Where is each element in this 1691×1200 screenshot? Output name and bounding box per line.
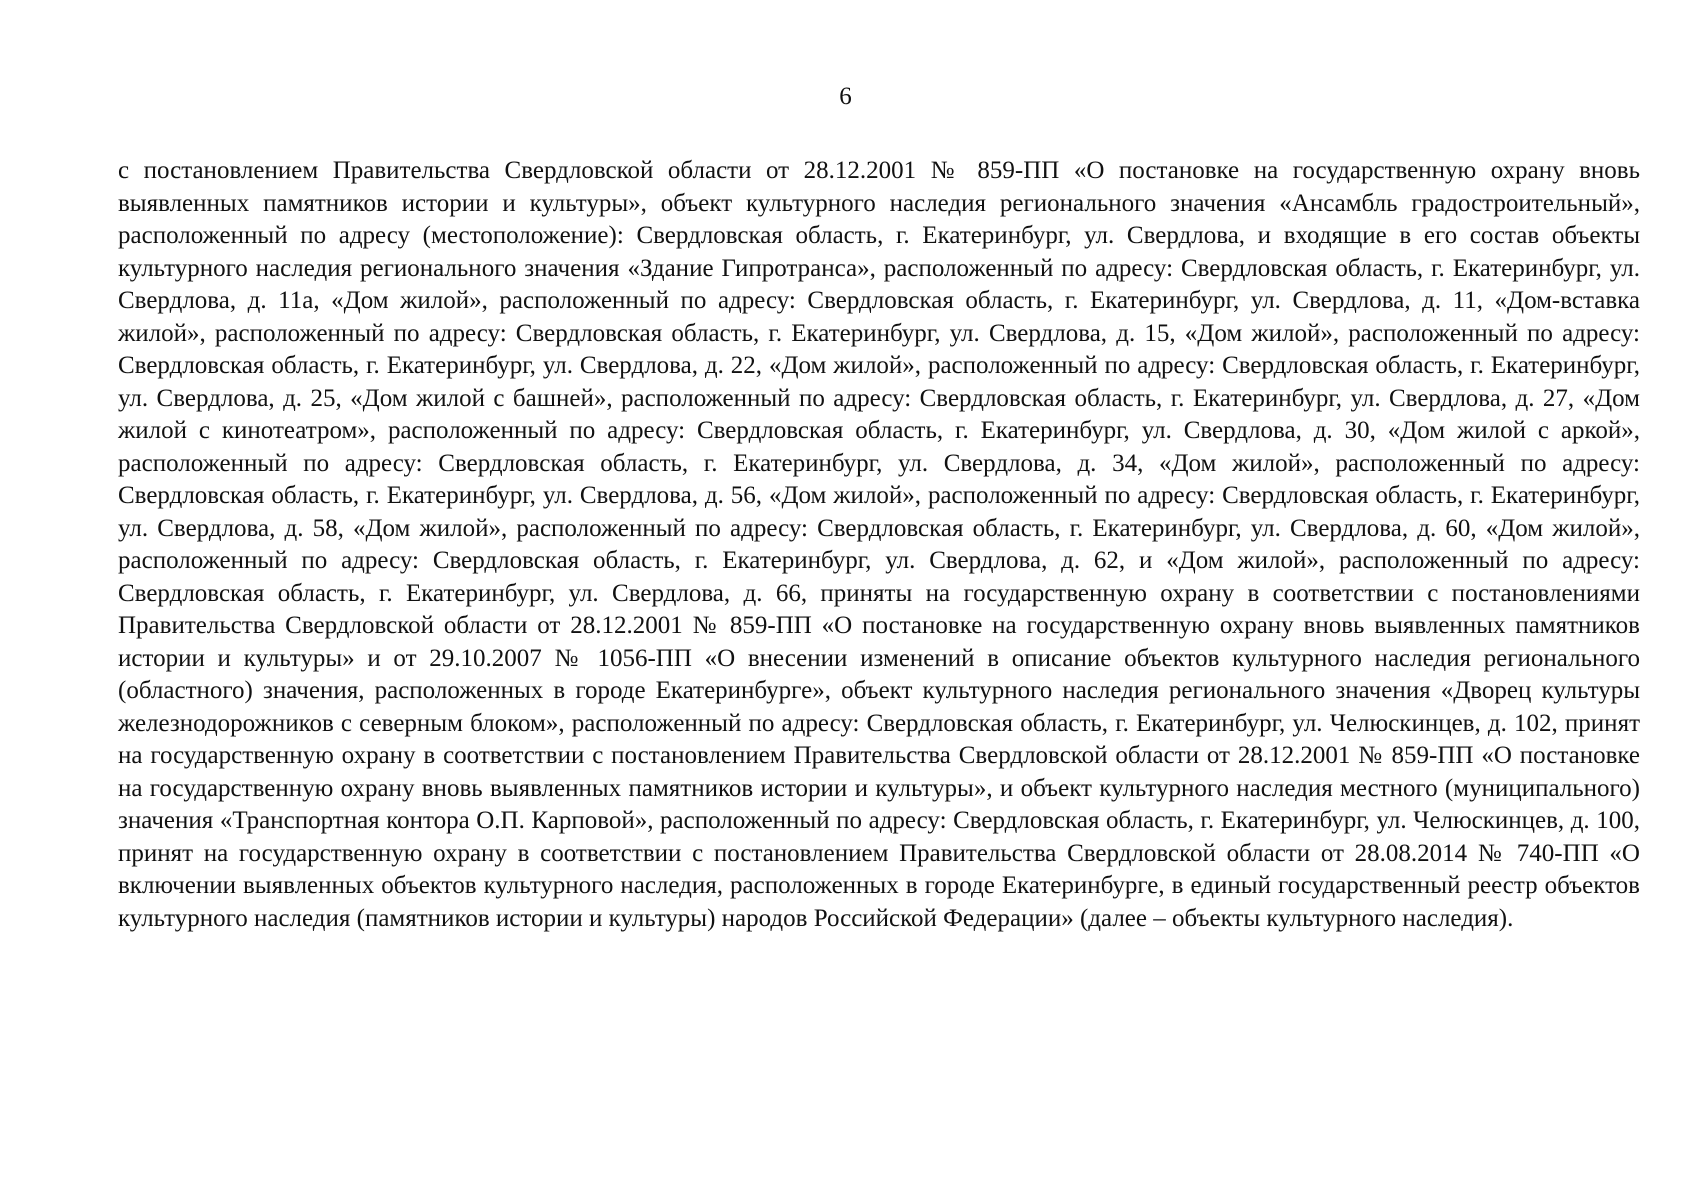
page-number: 6 bbox=[839, 83, 852, 110]
body-paragraph: с постановлением Правительства Свердловской области от 28.12.2001 № 859-ПП «О постановке на государственную охрану вновь выявленных памятников истории и культуры», объект культурного наследия регионального значения «Ансамбль градостроительный», расположенный по адресу (местоположение): Свердловская область, г. Екатеринбург, ул. Свердлова, и входящие в его состав объекты культурного наследия регионального значения «Здание Гипротранса», расположенный по адресу: Свердловская область, г. Екатеринбург, ул. Свердлова, д. 11а, «Дом жилой», расположенный по адресу: Свердловская область, г. Екатеринбург, ул. Свердлова, д. 11, «Дом-вставка жилой», расположенный по адресу: Свердловская область, г. Екатеринбург, ул. Свердлова, д. 15, «Дом жилой», расположенный по адресу: Свердловская область, г. Екатеринбург, ул. Свердлова, д. 22, «Дом жилой», расположенный по адресу: Свердловская область, г. Екатеринбург, ул. Свердлова, д. 25, «Дом жилой с башней», расположенный по адресу: Свердловская область, г. Екатеринбург, ул. Свердлова, д. 27, «Дом жилой с кинотеатром», расположенный по адресу: Свердловская область, г. Екатеринбург, ул. Свердлова, д. 30, «Дом жилой с аркой», расположенный по адресу: Свердловская область, г. Екатеринбург, ул. Свердлова, д. 34, «Дом жилой», расположенный по адресу: Свердловская область, г. Екатеринбург, ул. Свердлова, д. 56, «Дом жилой», расположенный по адресу: Свердловская область, г. Екатеринбург, ул. Свердлова, д. 58, «Дом жилой», расположенный по адресу: Свердловская область, г. Екатеринбург, ул. Свердлова, д. 60, «Дом жилой», расположенный по адресу: Свердловская область, г. Екатеринбург, ул. Свердлова, д. 62, и «Дом жилой», расположенный по адресу: Свердловская область, г. Екатеринбург, ул. Свердлова, д. 66, приняты на государственную охрану в соответствии с постановлениями Правительства Свердловской области от 28.12.2001 № 859-ПП «О постановке на государственную охрану вновь выявленных памятников истории и культуры» и от 29.10.2007 № 1056-ПП «О внесении изменений в описание объектов культурного наследия регионального (областного) значения, расположенных в городе Екатеринбурге», объект культурного наследия регионального значения «Дворец культуры железнодорожников с северным блоком», расположенный по адресу: Свердловская область, г. Екатеринбург, ул. Челюскинцев, д. 102, принят на государственную охрану в соответствии с постановлением Правительства Свердловской области от 28.12.2001 № 859-ПП «О постановке на государственную охрану вновь выявленных памятников истории и культуры», и объект культурного наследия местного (муниципального) значения «Транспортная контора О.П. Карповой», расположенный по адресу: Свердловская область, г. Екатеринбург, ул. Челюскинцев, д. 100, принят на государственную охрану в соответствии с постановлением Правительства Свердловской области от 28.08.2014 № 740-ПП «О включении выявленных объектов культурного наследия, расположенных в городе Екатеринбурге, в единый государственный реестр объектов культурного наследия (памятников истории и культуры) народов Российской Федерации» (далее – объекты культурного наследия). bbox=[118, 157, 1640, 932]
